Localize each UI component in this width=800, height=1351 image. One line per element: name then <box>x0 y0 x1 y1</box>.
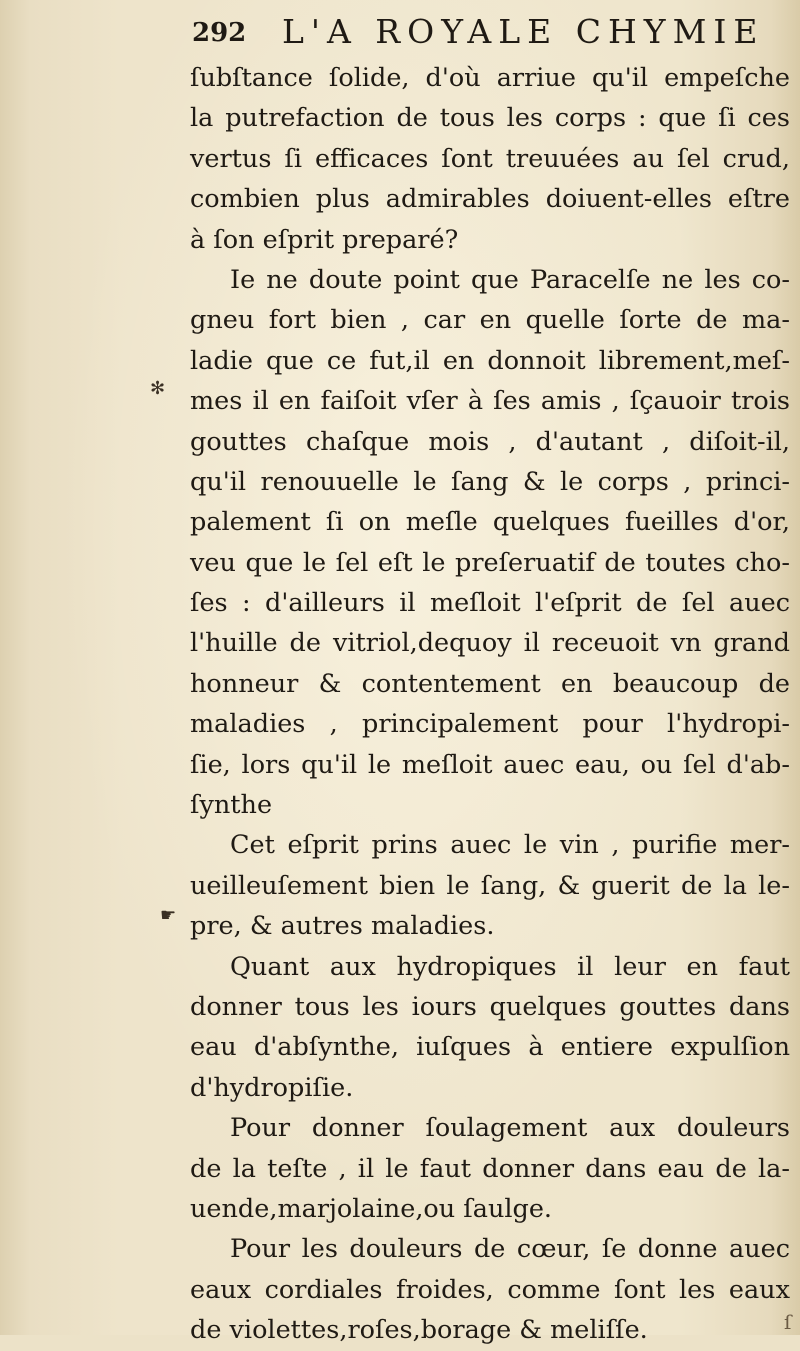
text-line: gneu fort bien , car en quelle ſorte de ma- <box>190 305 790 336</box>
text-line: ladie que ce fut,il en donnoit librement,meſ- <box>190 345 790 376</box>
text-line: uende,marjolaine,ou ſaulge. <box>190 1193 553 1224</box>
paragraph-start-line: Cet eſprit prins auec le vin , purifie mer- <box>230 830 790 861</box>
text-line: la putrefaction de tous les corps : que ſi ces <box>190 103 790 134</box>
text-line: ſie, lors qu'il le meſloit auec eau, ou ſel d'ab- <box>190 749 790 780</box>
text-line: combien plus admirables doiuent-elles eſtre <box>190 184 790 215</box>
text-line: ſynthe <box>190 790 273 821</box>
text-line: mes il en faiſoit vſer à ſes amis , ſçauoir trois <box>190 386 790 417</box>
text-line: de la teſte , il le faut donner dans eau de la- <box>190 1153 790 1184</box>
text-line: gouttes chaſque mois , d'autant , diſoit-il, <box>190 426 790 457</box>
text-line: vertus ſi efficaces ſont treuuées au ſel crud, <box>190 143 790 174</box>
text-line: de violettes,roſes,borage & meliſſe. <box>190 1315 648 1346</box>
body-text <box>190 58 790 1351</box>
text-line: maladies , principalement pour l'hydropi- <box>190 709 790 740</box>
text-line: donner tous les iours quelques gouttes dans <box>190 991 790 1022</box>
paragraph-start-line: Pour les douleurs de cœur, ſe donne auec <box>230 1234 790 1265</box>
text-line: ſes : d'ailleurs il meſloit l'eſprit de ſel auec <box>190 588 790 619</box>
corner-mark-icon: ſ <box>784 1310 792 1334</box>
text-line: palement ſi on meſle quelques fueilles d'or, <box>190 507 790 538</box>
text-line: ſubſtance ſolide, d'où arriue qu'il empeſche <box>190 63 790 93</box>
page-header <box>192 10 792 56</box>
paragraph-start-line: Pour donner ſoulagement aux douleurs <box>230 1113 790 1144</box>
text-line: eau d'abſynthe, iuſques à entiere expulſion <box>190 1032 790 1063</box>
text-line: ueilleuſement bien le ſang, & guerit de la le- <box>190 870 790 901</box>
text-line: eaux cordiales froides, comme ſont les eaux <box>190 1274 790 1305</box>
text-line: l'huille de vitriol,dequoy il receuoit vn grand <box>190 628 790 659</box>
margin-asterisk-icon: ✻ <box>150 378 166 399</box>
paragraph-start-line: Quant aux hydropiques il leur en faut <box>230 951 790 982</box>
text-line: qu'il renouuelle le ſang & le corps , princi- <box>190 466 790 497</box>
text-line: honneur & contentement en beaucoup de <box>190 668 790 699</box>
paragraph-start-line: Ie ne doute point que Paracelſe ne les co- <box>230 264 790 295</box>
margin-pointer-icon: ☛ <box>160 905 177 926</box>
text-line: pre, & autres maladies. <box>190 911 495 942</box>
text-line: d'hydropiſie. <box>190 1072 354 1103</box>
text-line: à ſon eſprit preparé? <box>190 224 459 255</box>
text-line: veu que le ſel eſt le preſeruatif de toutes cho- <box>190 547 790 578</box>
page-number: 292 <box>192 18 247 48</box>
running-title: L'A ROYALE CHYMIE <box>282 12 765 51</box>
